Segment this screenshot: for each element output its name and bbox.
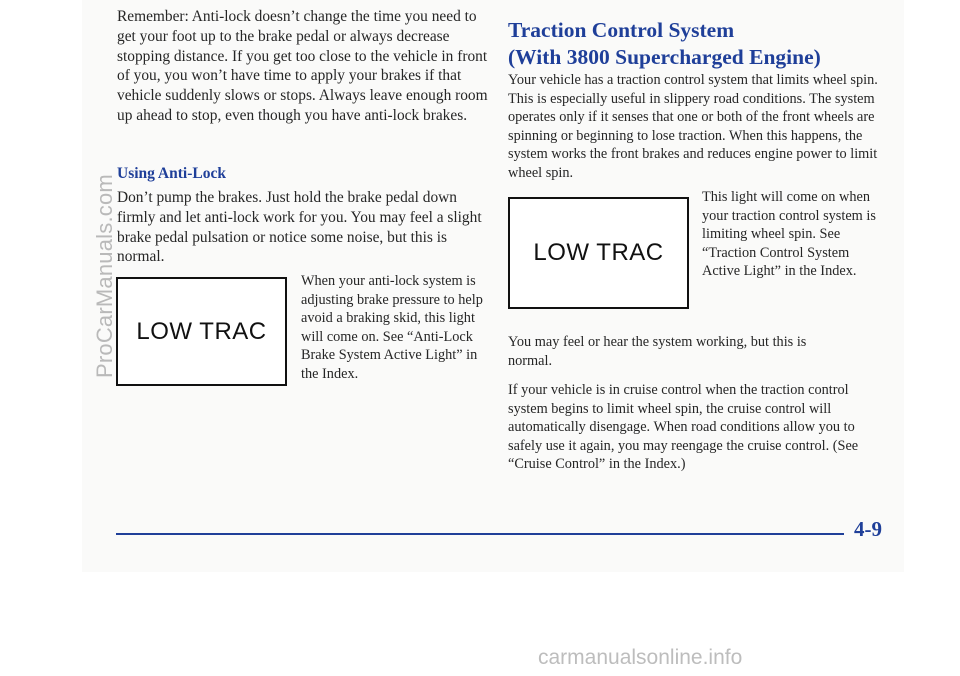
traction-warning-light-icon [508,197,689,309]
antilock-light-caption: When your anti-lock system is adjusting brake pressure to help avoid a braking skid, this light will come on. See “Anti-Lock Brake System Active Light” in the Index. [301,273,483,382]
traction-control-heading [508,17,821,71]
antilock-light-label: LOW TRAC [136,317,267,345]
footer-rule [116,533,844,535]
antilock-warning-light-icon [116,277,287,386]
system-working-paragraph: You may feel or hear the system working, but this is normal. [508,334,807,369]
side-watermark: ProCarManuals.com [92,174,117,378]
traction-control-heading-line2: (With 3800 Supercharged Engine) [508,45,821,69]
using-antilock-paragraph: Don’t pump the brakes. Just hold the brake pedal down firmly and let anti-lock work for you. You may feel a slight brake pedal pulsation or notice some noise, but this is normal. [117,189,482,266]
page-number: 4-9 [854,517,882,541]
antilock-reminder-paragraph: Remember: Anti-lock doesn’t change the time you need to get your foot up to the brake pedal or always decrease stopping distance. If you get too close to the vehicle in front of you, you won’t have time to apply your brakes if that vehicle suddenly slows or stops. Always leave enough room up ahead to stop, even though you have anti-lock brakes. [117,8,488,124]
using-antilock-subheading: Using Anti-Lock [117,165,226,182]
traction-control-intro-paragraph: Your vehicle has a traction control system that limits wheel spin. This is especially useful in slippery road conditions. The system operates only if it senses that one or both of the front wheels are spinning or beginning to lose traction. When this happens, the system works the front brakes and reduces engine power to limit wheel spin. [508,72,878,181]
traction-control-heading-line1: Traction Control System [508,18,735,42]
traction-light-caption: This light will come on when your traction control system is limiting wheel spin. See “Traction Control System Active Light” in the Index. [702,189,876,280]
traction-light-label: LOW TRAC [533,239,664,266]
bottom-watermark: carmanualsonline.info [538,646,743,669]
cruise-control-paragraph: If your vehicle is in cruise control when the traction control system begins to limit wheel spin, the cruise control will automatically disengage. When road conditions allow you to safely use it again, you may reengage the cruise control. (See “Cruise Control” in the Index.) [508,382,859,473]
